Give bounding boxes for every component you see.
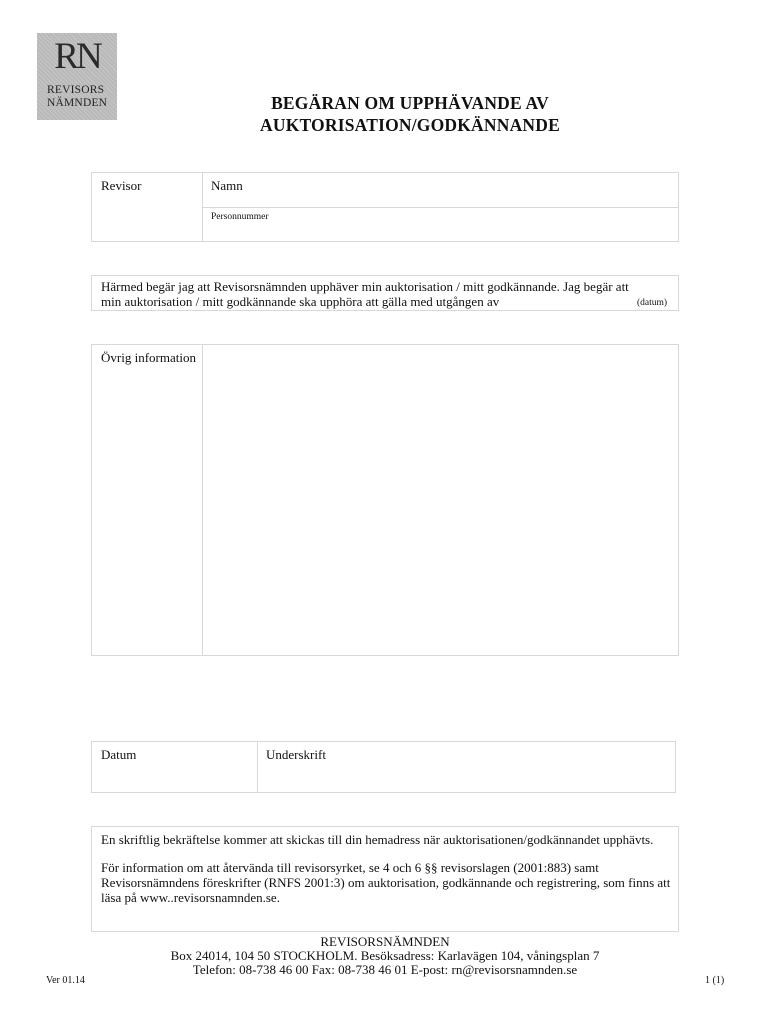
footer-org: REVISORSNÄMNDEN [320, 934, 450, 949]
name-label: Namn [211, 178, 243, 193]
request-section [91, 275, 679, 311]
date-label: Datum [101, 747, 137, 762]
signature-section [91, 741, 676, 793]
signature-field[interactable] [258, 762, 675, 792]
info-text-line3: läsa på www..revisorsnamnden.se. [101, 890, 280, 905]
form-title-line1: BEGÄRAN OM UPPHÄVANDE AV [271, 93, 549, 113]
confirmation-text: En skriftlig bekräftelse kommer att skickas till din hemadress när auktorisationen/godkännandet upphävts. [101, 832, 654, 847]
end-date-field[interactable] [502, 294, 632, 310]
date-hint: (datum) [637, 298, 668, 308]
other-info-section [91, 344, 679, 656]
version-number: Ver 01.14 [46, 975, 85, 986]
revisor-section [91, 172, 679, 242]
footer-address: Box 24014, 104 50 STOCKHOLM. Besöksadress: Karlavägen 104, våningsplan 7 [170, 948, 600, 963]
logo-text-line1: REVISORS [47, 84, 105, 96]
info-section [91, 826, 679, 932]
personnummer-label: Personnummer [211, 212, 269, 222]
form-title-line2: AUKTORISATION/GODKÄNNANDE [260, 115, 560, 135]
personnummer-field[interactable] [203, 223, 679, 241]
signature-label: Underskrift [266, 747, 326, 762]
info-text-line2: Revisorsnämndens föreskrifter (RNFS 2001:3) om auktorisation, godkännande och registrering, som finns att [101, 875, 671, 890]
form-title [200, 92, 620, 136]
revisorsnamnden-logo [37, 33, 117, 120]
footer-contact: Telefon: 08-738 46 00 Fax: 08-738 46 01 E-post: rn@revisorsnamnden.se [192, 962, 578, 977]
other-info-label: Övrig information [101, 350, 196, 365]
divider [202, 207, 678, 208]
logo-text-line2: NÄMNDEN [47, 97, 108, 109]
date-field[interactable] [92, 762, 256, 792]
info-text-line1: För information om att återvända till revisorsyrket, se 4 och 6 §§ revisorslagen (2001:883) samt [101, 860, 599, 875]
name-field[interactable] [203, 191, 679, 207]
revisor-label: Revisor [101, 178, 142, 193]
page-number: 1 (1) [705, 975, 725, 986]
other-info-textarea[interactable] [203, 345, 679, 655]
request-text-line2: min auktorisation / mitt godkännande ska upphöra att gälla med utgången av [101, 294, 500, 309]
request-text-line1: Härmed begär jag att Revisorsnämnden upphäver min auktorisation / mitt godkännande. Jag begär att [101, 279, 629, 294]
logo-mark: RN [54, 36, 100, 77]
